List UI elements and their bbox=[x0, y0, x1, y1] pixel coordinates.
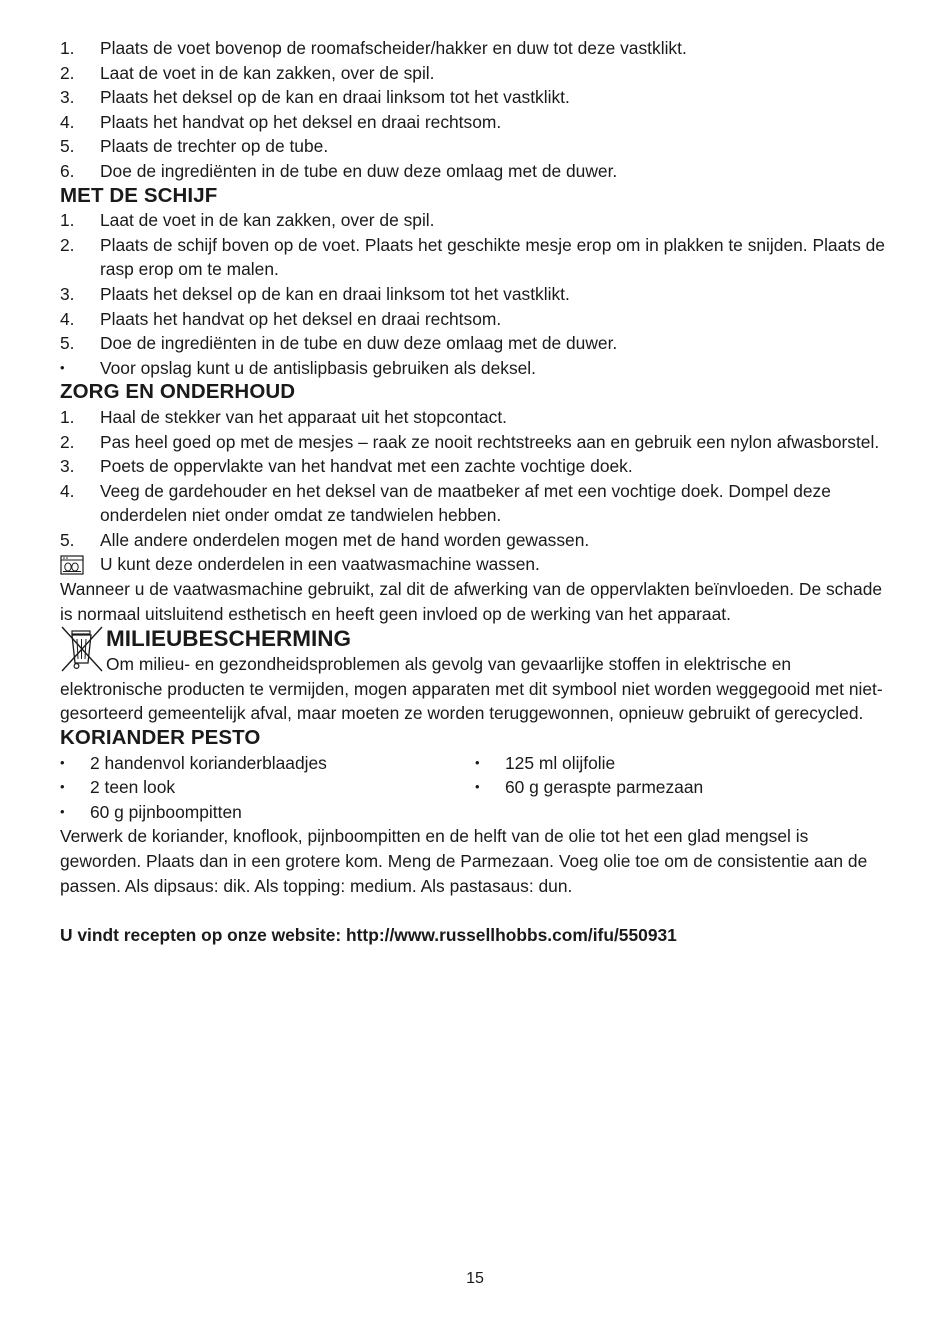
step-text: Doe de ingrediënten in de tube en duw deze omlaag met de duwer. bbox=[100, 160, 618, 181]
step-number: 5. bbox=[60, 333, 75, 354]
list-item bbox=[60, 405, 890, 430]
step-number: 1. bbox=[60, 210, 75, 231]
step-number: 2. bbox=[60, 234, 75, 255]
list-item bbox=[60, 61, 890, 86]
section-heading-recipe: KORIANDER PESTO bbox=[60, 726, 261, 750]
recipe-method: Verwerk de koriander, knoflook, pijnboompitten en de helft van de olie tot het een glad mengsel is geworden. Plaats dan in een grotere kom. Meng de Parmezaan. Voeg olie toe om de consistentie aan de passen. Als dipsaus: dik. Als topping: medium. Als pastasaus: dun. bbox=[60, 826, 868, 896]
step-text: Plaats het deksel op de kan en draai linksom tot het vastklikt. bbox=[100, 87, 570, 108]
dishwasher-icon bbox=[60, 555, 84, 575]
step-text: Alle andere onderdelen mogen met de hand worden gewassen. bbox=[100, 529, 590, 550]
bullet: • bbox=[60, 754, 65, 770]
ingredient-text: 60 g geraspte parmezaan bbox=[505, 777, 704, 798]
crossed-out-wheelie-bin-icon bbox=[60, 626, 104, 675]
step-number: 5. bbox=[60, 529, 75, 550]
list-item bbox=[60, 134, 890, 159]
bullet: • bbox=[475, 754, 480, 770]
spacer bbox=[60, 898, 890, 923]
bullet: • bbox=[475, 779, 480, 795]
section-heading-care: ZORG EN ONDERHOUD bbox=[60, 380, 296, 404]
step-text: Plaats de schijf boven op de voet. Plaats het geschikte mesje erop om in plakken te snijden. Plaats de rasp erop om te malen. bbox=[100, 234, 885, 280]
dishwasher-line bbox=[60, 552, 890, 577]
step-number: 4. bbox=[60, 480, 75, 501]
step-text: Plaats het handvat op het deksel en draai rechtsom. bbox=[100, 308, 502, 329]
list-item bbox=[60, 430, 890, 455]
step-text: Plaats de voet bovenop de roomafscheider/hakker en duw tot deze vastklikt. bbox=[100, 38, 687, 58]
ingredient-text: 2 handenvol korianderblaadjes bbox=[90, 752, 327, 773]
step-number: 5. bbox=[60, 136, 75, 157]
list-item bbox=[475, 751, 875, 776]
environment-text: Om milieu- en gezondheidsproblemen als gevolg van gevaarlijke stoffen in elektrische en elektronische producten te vermijden, mogen apparaten met dit symbool niet worden weggegooid met niet-gesorteerd gemeentelijk afval, maar moeten ze worden teruggewonnen, opnieuw gebruikt of gerecycled. bbox=[60, 654, 883, 724]
step-text: Plaats het handvat op het deksel en draai rechtsom. bbox=[100, 111, 502, 132]
ingredient-text: 60 g pijnboompitten bbox=[90, 801, 242, 822]
list-item bbox=[60, 36, 890, 61]
step-number: 2. bbox=[60, 431, 75, 452]
bullet: • bbox=[60, 359, 65, 375]
dishwasher-text: U kunt deze onderdelen in een vaatwasmachine wassen. bbox=[100, 554, 540, 575]
ingredient-text: 2 teen look bbox=[90, 777, 176, 798]
step-number: 4. bbox=[60, 308, 75, 329]
list-item bbox=[60, 282, 890, 307]
ingredient-text: 125 ml olijfolie bbox=[505, 752, 616, 773]
list-item bbox=[60, 479, 890, 528]
bullet: • bbox=[60, 779, 65, 795]
step-text: Pas heel goed op met de mesjes – raak ze nooit rechtstreeks aan en gebruik een nylon afwasborstel. bbox=[100, 431, 880, 452]
dishwasher-note: Wanneer u de vaatwasmachine gebruikt, zal dit de afwerking van de oppervlakten beïnvloeden. De schade is normaal uitsluitend esthetisch en heeft geen invloed op de werking van het apparaat. bbox=[60, 579, 883, 624]
step-number: 4. bbox=[60, 111, 75, 132]
page-number: 15 bbox=[466, 1270, 484, 1287]
step-number: 3. bbox=[60, 456, 75, 477]
step-number: 6. bbox=[60, 160, 75, 181]
list-item bbox=[60, 751, 475, 776]
website-line: U vindt recepten op onze website: http://www.russellhobbs.com/ifu/550931 bbox=[60, 924, 677, 945]
step-number: 3. bbox=[60, 87, 75, 108]
document-page bbox=[60, 36, 890, 947]
list-item bbox=[60, 85, 890, 110]
list-item bbox=[60, 454, 890, 479]
environment-section bbox=[60, 626, 890, 726]
step-text: Veeg de gardehouder en het deksel van de maatbeker af met een vochtige doek. Dompel deze onderdelen niet onder omdat ze tandwielen hebben. bbox=[100, 480, 831, 526]
step-number: 3. bbox=[60, 283, 75, 304]
care-steps-list bbox=[60, 405, 890, 553]
step-text: Voor opslag kunt u de antislipbasis gebruiken als deksel. bbox=[100, 357, 537, 378]
list-item bbox=[60, 775, 475, 800]
list-item bbox=[60, 800, 475, 825]
assembly-steps-list bbox=[60, 36, 890, 184]
ingredients-list bbox=[60, 751, 890, 825]
step-text: Plaats het deksel op de kan en draai linksom tot het vastklikt. bbox=[100, 283, 570, 304]
list-item bbox=[60, 307, 890, 332]
step-text: Laat de voet in de kan zakken, over de spil. bbox=[100, 210, 435, 231]
section-heading-disc: MET DE SCHIJF bbox=[60, 183, 218, 207]
list-item bbox=[60, 331, 890, 356]
list-item bbox=[60, 528, 890, 553]
list-item bbox=[60, 208, 890, 233]
section-heading-environment: MILIEUBESCHERMING bbox=[106, 626, 352, 652]
step-number: 1. bbox=[60, 406, 75, 427]
step-text: Poets de oppervlakte van het handvat met een zachte vochtige doek. bbox=[100, 456, 633, 477]
list-item bbox=[60, 159, 890, 184]
list-item bbox=[60, 233, 890, 282]
step-text: Doe de ingrediënten in de tube en duw deze omlaag met de duwer. bbox=[100, 333, 618, 354]
list-item bbox=[60, 356, 890, 381]
step-number: 2. bbox=[60, 62, 75, 83]
list-item bbox=[475, 775, 875, 800]
bullet: • bbox=[60, 803, 65, 819]
step-number: 1. bbox=[60, 38, 75, 58]
list-item bbox=[60, 110, 890, 135]
step-text: Plaats de trechter op de tube. bbox=[100, 136, 329, 157]
step-text: Haal de stekker van het apparaat uit het stopcontact. bbox=[100, 406, 507, 427]
disc-steps-list bbox=[60, 208, 890, 380]
step-text: Laat de voet in de kan zakken, over de spil. bbox=[100, 62, 435, 83]
